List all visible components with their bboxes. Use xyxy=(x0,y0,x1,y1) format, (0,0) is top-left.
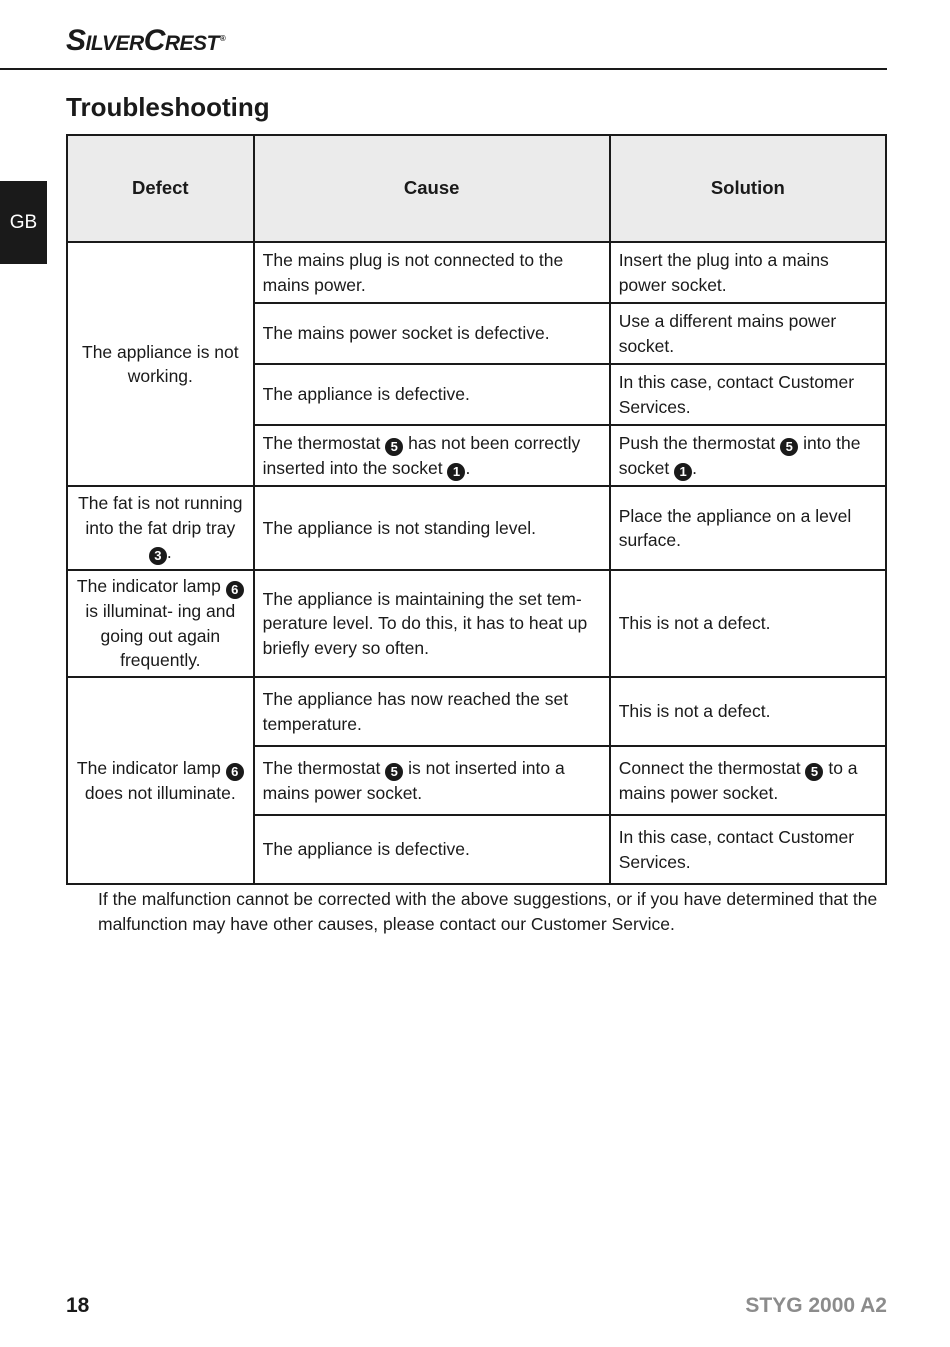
header-cause: Cause xyxy=(254,135,610,242)
part-number-thermostat: 5 xyxy=(385,438,403,456)
cause-cell: The appliance is defective. xyxy=(254,364,610,425)
table-row xyxy=(67,677,886,746)
defect-text: The indicator lamp xyxy=(76,757,221,778)
solution-cell xyxy=(610,425,886,486)
part-number-fat-drip-tray: 3 xyxy=(149,547,167,565)
solution-text: Connect the thermostat xyxy=(618,757,801,778)
malfunction-note: If the malfunction cannot be corrected with the above suggestions, or if you have determined that the malfunction may have other causes, please contact our Customer Service. xyxy=(98,889,878,934)
table-row xyxy=(67,242,886,303)
part-number-socket: 1 xyxy=(674,463,692,481)
page-title: Troubleshooting xyxy=(66,92,270,122)
solution-text: Push the thermostat xyxy=(618,432,776,453)
cause-cell: The appliance is maintaining the set tem- perature level. To do this, it has to heat up briefly every so often. xyxy=(254,570,610,677)
troubleshooting-table xyxy=(66,134,887,885)
part-number-indicator-lamp: 6 xyxy=(226,763,244,781)
defect-text: does not illuminate. xyxy=(84,782,236,803)
brand-name: SilverCrest xyxy=(66,24,219,57)
solution-cell: Insert the plug into a mains power socket. xyxy=(610,242,886,303)
cause-text: . xyxy=(465,457,471,478)
part-number-socket: 1 xyxy=(447,463,465,481)
part-number-thermostat: 5 xyxy=(805,763,823,781)
cause-cell xyxy=(254,425,610,486)
cause-text: The thermostat xyxy=(262,432,381,453)
defect-text: . xyxy=(166,542,172,562)
solution-cell: In this case, contact Customer Services. xyxy=(610,815,886,884)
defect-text: The indicator lamp xyxy=(76,576,221,597)
header-defect: Defect xyxy=(67,135,254,242)
cause-cell: The appliance is defective. xyxy=(254,815,610,884)
cause-cell: The appliance has now reached the set temperature. xyxy=(254,677,610,746)
solution-cell: This is not a defect. xyxy=(610,570,886,677)
defect-cell xyxy=(67,486,254,570)
cause-cell: The mains power socket is defective. xyxy=(254,303,610,364)
cause-text: has not been correctly inserted into the socket xyxy=(262,432,581,478)
page-number: 18 xyxy=(66,1294,90,1317)
table-row xyxy=(67,486,886,570)
registered-mark: ® xyxy=(219,34,226,43)
defect-cell xyxy=(67,570,254,677)
part-number-thermostat: 5 xyxy=(385,763,403,781)
language-tab: GB xyxy=(0,181,47,264)
solution-cell: Place the appliance on a level surface. xyxy=(610,486,886,570)
solution-text: . xyxy=(692,457,698,478)
solution-cell: Use a different mains power socket. xyxy=(610,303,886,364)
solution-cell xyxy=(610,746,886,815)
brand-logo xyxy=(66,24,225,58)
solution-cell: In this case, contact Customer Services. xyxy=(610,364,886,425)
cause-cell: The mains plug is not connected to the mains power. xyxy=(254,242,610,303)
cause-text: The thermostat xyxy=(262,757,381,778)
header-rule xyxy=(0,68,887,70)
cause-cell xyxy=(254,746,610,815)
defect-cell xyxy=(67,242,254,486)
table-header-row xyxy=(67,135,886,242)
solution-text: to a mains power socket. xyxy=(618,757,858,803)
cause-cell: The appliance is not standing level. xyxy=(254,486,610,570)
cause-text: is not inserted into a mains power socket. xyxy=(262,757,565,803)
part-number-indicator-lamp: 6 xyxy=(226,581,244,599)
solution-text: into the socket xyxy=(618,432,861,478)
part-number-thermostat: 5 xyxy=(780,438,798,456)
header-solution: Solution xyxy=(610,135,886,242)
model-number: STYG 2000 A2 xyxy=(745,1294,887,1317)
defect-text: The appliance is not working. xyxy=(82,341,239,386)
defect-cell xyxy=(67,677,254,884)
solution-cell: This is not a defect. xyxy=(610,677,886,746)
defect-text: is illuminat- ing and going out again frequently. xyxy=(85,601,236,671)
defect-text: The fat is not running into the fat drip tray xyxy=(78,493,243,538)
table-row xyxy=(67,570,886,677)
